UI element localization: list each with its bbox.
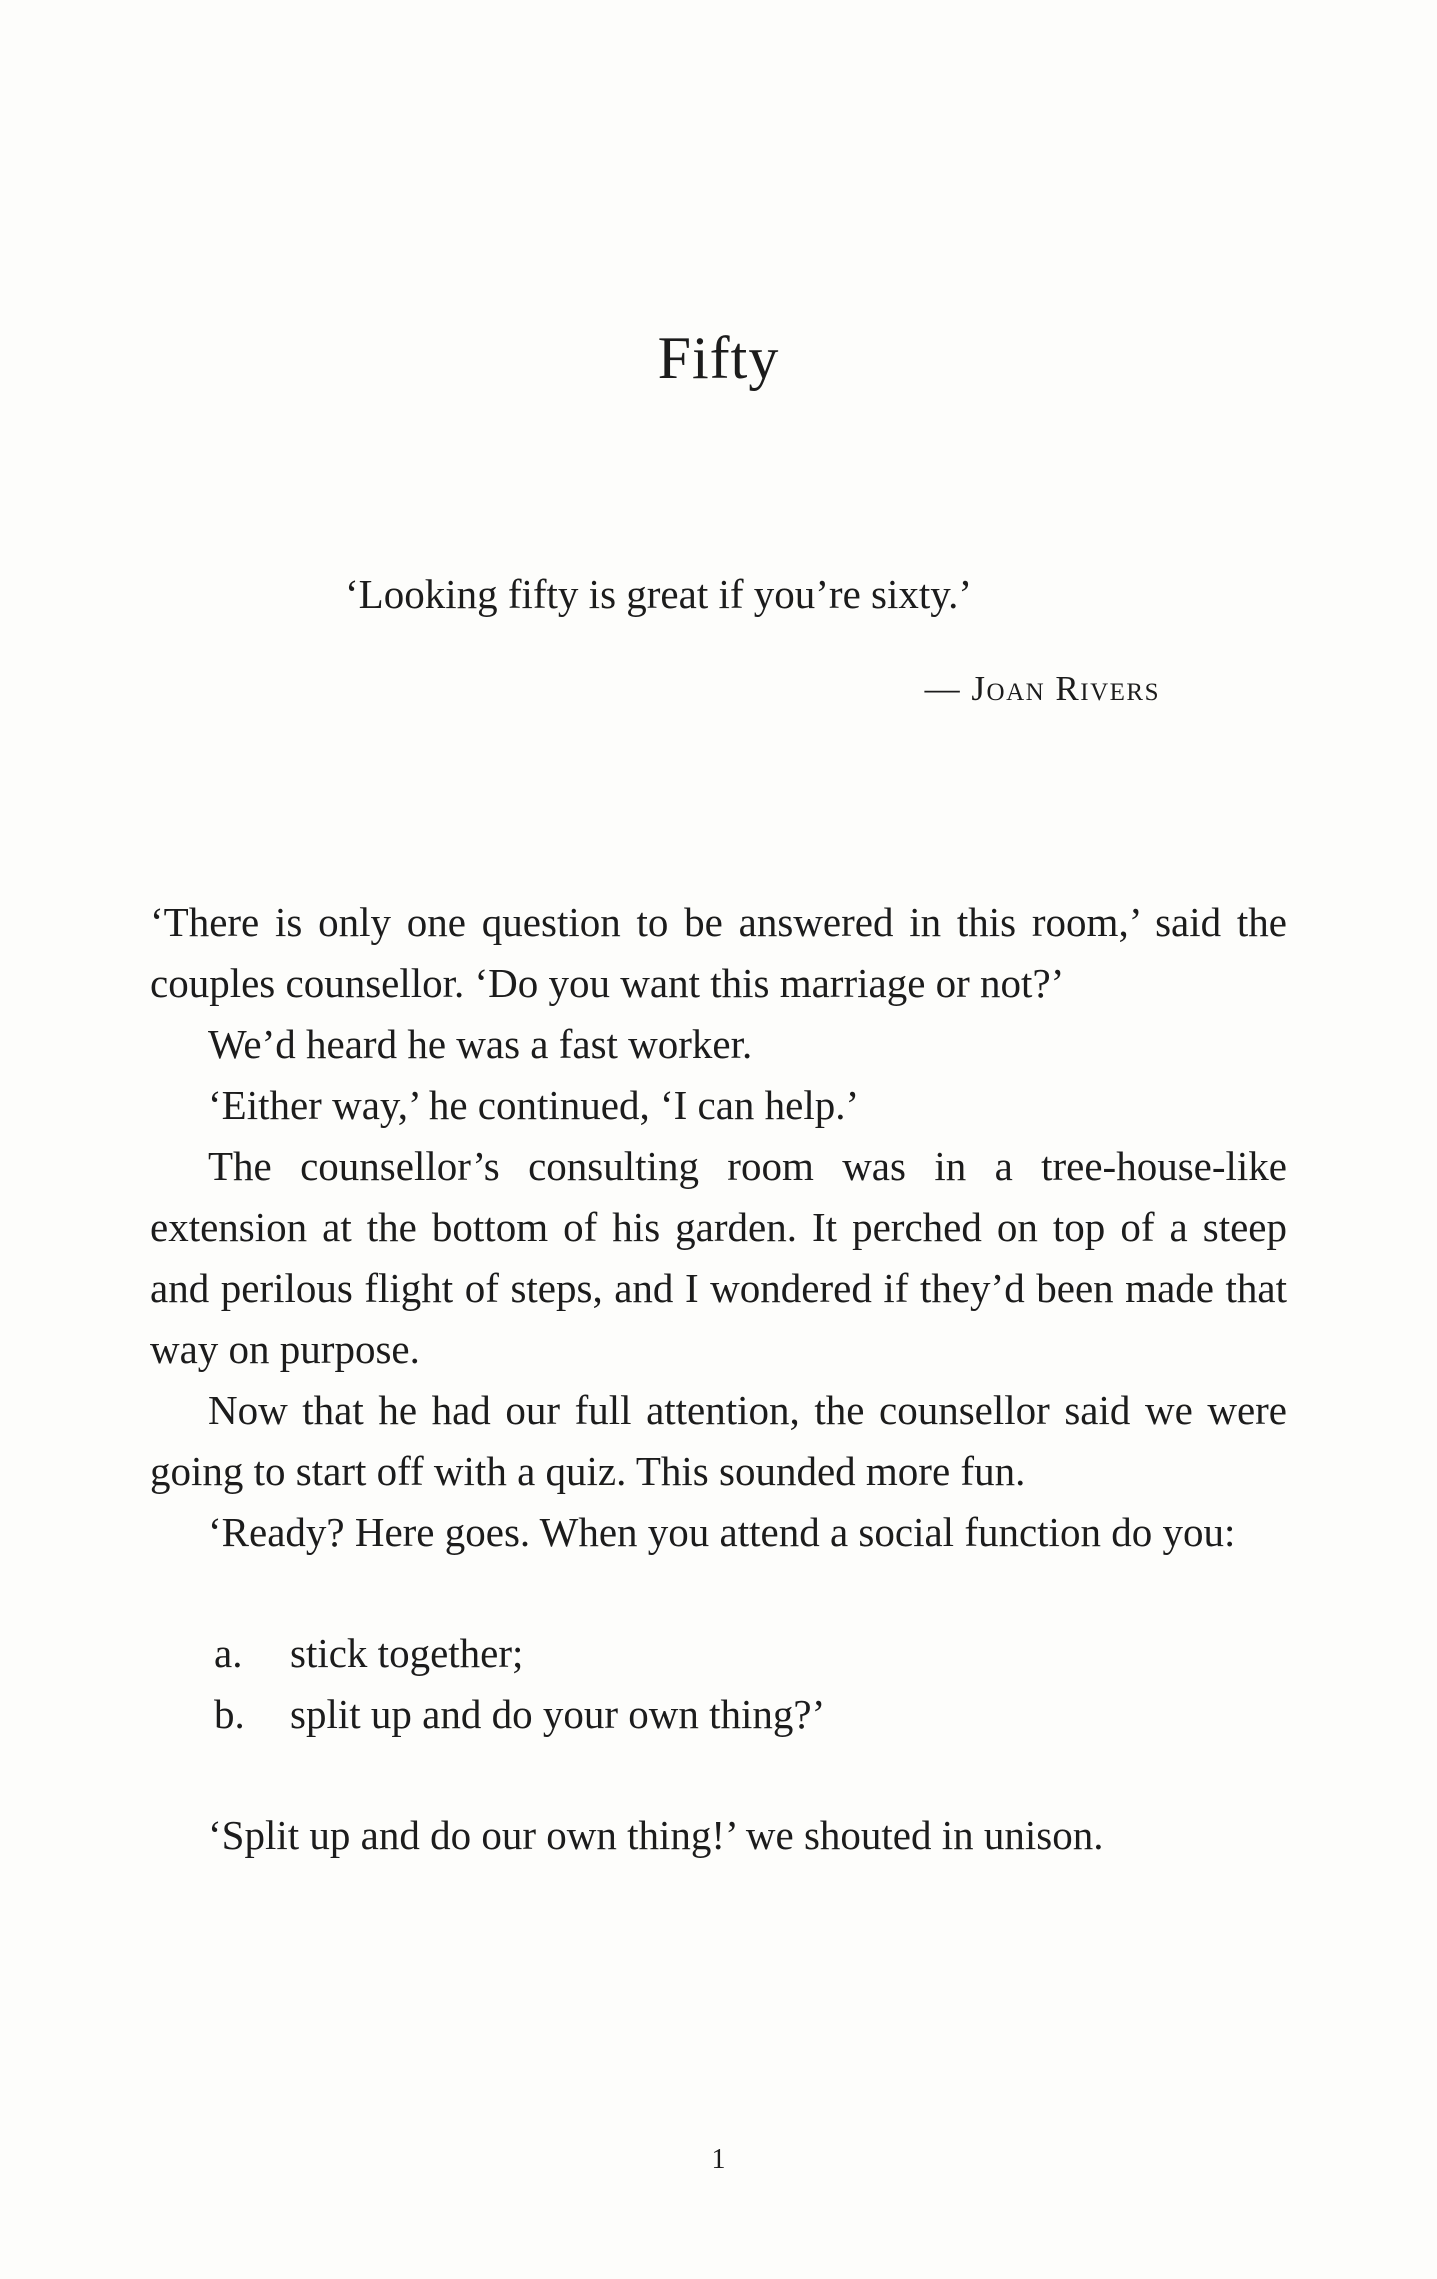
closing-paragraph: ‘Split up and do our own thing!’ we shouted in unison. (208, 1812, 1104, 1858)
body-text (150, 892, 1287, 1866)
epigraph-quote: ‘Looking fifty is great if you’re sixty.’ (345, 571, 972, 617)
quiz-option (214, 1623, 1287, 1684)
quiz-option-letter: b. (214, 1691, 245, 1737)
quiz-option-letter: a. (214, 1630, 243, 1676)
chapter-title: Fifty (657, 325, 780, 391)
page-number: 1 (711, 2144, 726, 2175)
paragraph: ‘Either way,’ he continued, ‘I can help.’ (208, 1082, 860, 1128)
quiz-option-text: split up and do your own thing?’ (290, 1691, 826, 1737)
quiz-options-list (150, 1623, 1287, 1745)
epigraph-attribution: — Joan Rivers (924, 669, 1160, 708)
quiz-option (214, 1684, 1287, 1745)
paragraph: ‘Ready? Here goes. When you attend a social function do you: (208, 1509, 1236, 1555)
quiz-option-text: stick together; (290, 1630, 524, 1676)
paragraph: The counsellor’s consulting room was in a tree-house-like extension at the bottom of his garden. It perched on top of a steep and perilous flight of steps, and I wondered if they’d been made that way on purpose. (150, 1143, 1287, 1372)
paragraph: ‘There is only one question to be answered in this room,’ said the couples counsellor. ‘Do you want this marriage or not?’ (150, 899, 1287, 1006)
paragraph: We’d heard he was a fast worker. (208, 1021, 753, 1067)
paragraph: Now that he had our full attention, the counsellor said we were going to start off with a quiz. This sounded more fun. (150, 1387, 1287, 1494)
